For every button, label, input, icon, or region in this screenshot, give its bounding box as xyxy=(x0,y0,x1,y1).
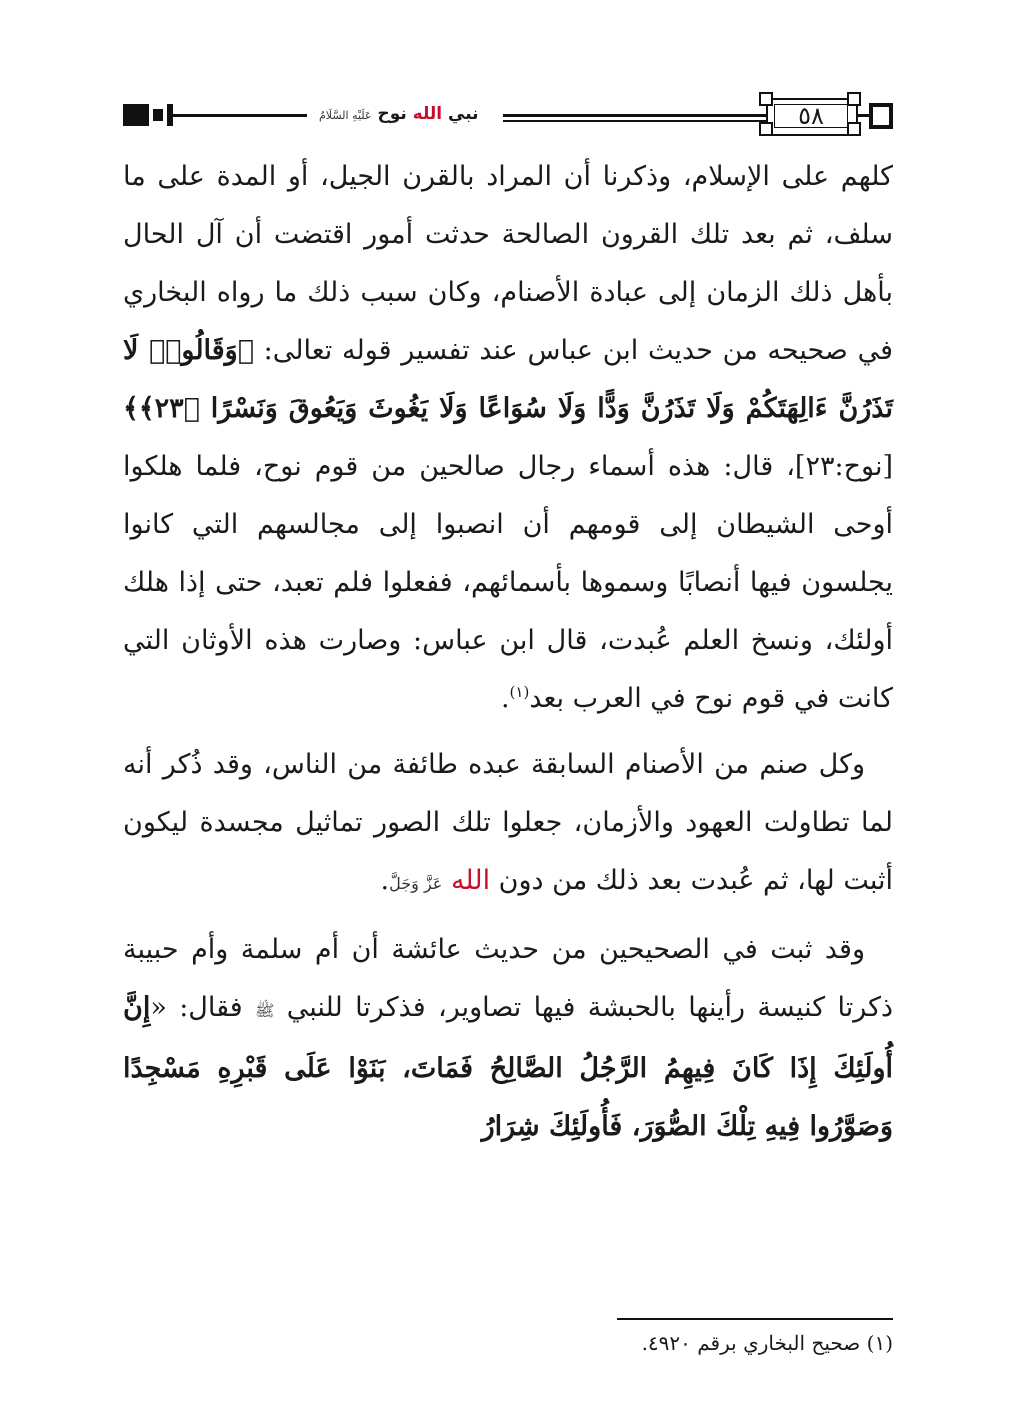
header-ornament-left xyxy=(123,104,149,126)
p2-honorific: عَزَّ وَجَلَّ xyxy=(389,874,443,893)
running-header xyxy=(123,92,893,138)
p3-honorific: ﷺ xyxy=(255,1001,275,1020)
p2-end: . xyxy=(380,865,390,896)
title-honorific: عَلَيْهِ السَّلَامُ xyxy=(319,109,372,122)
title-allah: الله xyxy=(412,104,443,124)
page-number-frame xyxy=(766,98,858,136)
frame-corner-br xyxy=(847,122,861,136)
running-title xyxy=(313,96,485,132)
frame-corner-tl xyxy=(759,92,773,106)
page-number: ٥٨ xyxy=(774,104,848,128)
main-text xyxy=(123,148,893,1156)
footnote-reference[interactable]: (١) xyxy=(509,683,530,701)
p1-end: . xyxy=(500,683,510,714)
title-name: نوح xyxy=(377,104,407,124)
header-rule-middle-under xyxy=(503,120,767,122)
frame-corner-bl xyxy=(759,122,773,136)
p3-text-mid: فقال: « xyxy=(150,992,256,1023)
paragraph-2 xyxy=(123,736,893,913)
p2-allah: الله xyxy=(450,865,491,896)
p2-text: وكل صنم من الأصنام السابقة عبده طائفة من الناس، وقد ذُكر أنه لما تطاولت العهود والأزمان، جعلوا تلك الصور تماثيل مجسدة ليكون أثبت لها، ثم عُبدت بعد ذلك من دون xyxy=(123,749,893,896)
paragraph-1 xyxy=(123,148,893,728)
footnote: (١) صحيح البخاري برقم ٤٩٢٠. xyxy=(641,1331,893,1355)
header-rule-middle xyxy=(503,114,767,117)
header-ornament-left-bar xyxy=(153,109,163,121)
header-rule-left xyxy=(167,114,307,117)
quran-verse: ﴿وَقَالُوا۟ لَا تَذَرُنَّ ءَالِهَتَكُمْ وَلَا تَذَرُنَّ وَدًّا وَلَا سُوَاعًا وَلَا يَغُوثَ وَيَعُوقَ وَنَسْرًا ﴿٢٣﴾﴾ xyxy=(123,335,893,424)
hadith-text: إِنَّ أُولَئِكَ إِذَا كَانَ فِيهِمُ الرَّجُلُ الصَّالِحُ فَمَاتَ، بَنَوْا عَلَى قَبْرِهِ مَسْجِدًا وَصَوَّرُوا فِيهِ تِلْكَ الصُّوَرَ، فَأُولَئِكَ شِرَارُ xyxy=(123,992,893,1142)
p1-text-continued: [نوح:٢٣]، قال: هذه أسماء رجال صالحين من قوم نوح، فلما هلكوا أوحى الشيطان إلى قومهم أن انصبوا إلى مجالسهم التي كانوا يجلسون فيها أنصابًا وسموها بأسمائهم، ففعلوا فلم تعبد، حتى إذا هلك أولئك، ونسخ العلم عُبدت، قال ابن عباس: وصارت هذه الأوثان التي كانت في قوم نوح في العرب بعد xyxy=(123,451,893,714)
title-prefix: نبي xyxy=(448,104,479,124)
p1-text: كلهم على الإسلام، وذكرنا أن المراد بالقرن الجيل، أو المدة على ما سلف، ثم بعد تلك القرون الصالحة حدثت أمور اقتضت أن آل الحال بأهل ذلك الزمان إلى عبادة الأصنام، وكان سبب ذلك ما رواه البخاري في صحيحه من حديث ابن عباس عند تفسير قوله تعالى: xyxy=(123,161,893,366)
header-ornament-right xyxy=(869,103,893,129)
p3-text: وقد ثبت في الصحيحين من حديث عائشة أن أم سلمة وأم حبيبة ذكرتا كنيسة رأينها بالحبشة فيها تصاوير، فذكرتا للنبي xyxy=(123,934,893,1023)
paragraph-3 xyxy=(123,921,893,1156)
frame-corner-tr xyxy=(847,92,861,106)
footnote-rule xyxy=(617,1318,893,1320)
